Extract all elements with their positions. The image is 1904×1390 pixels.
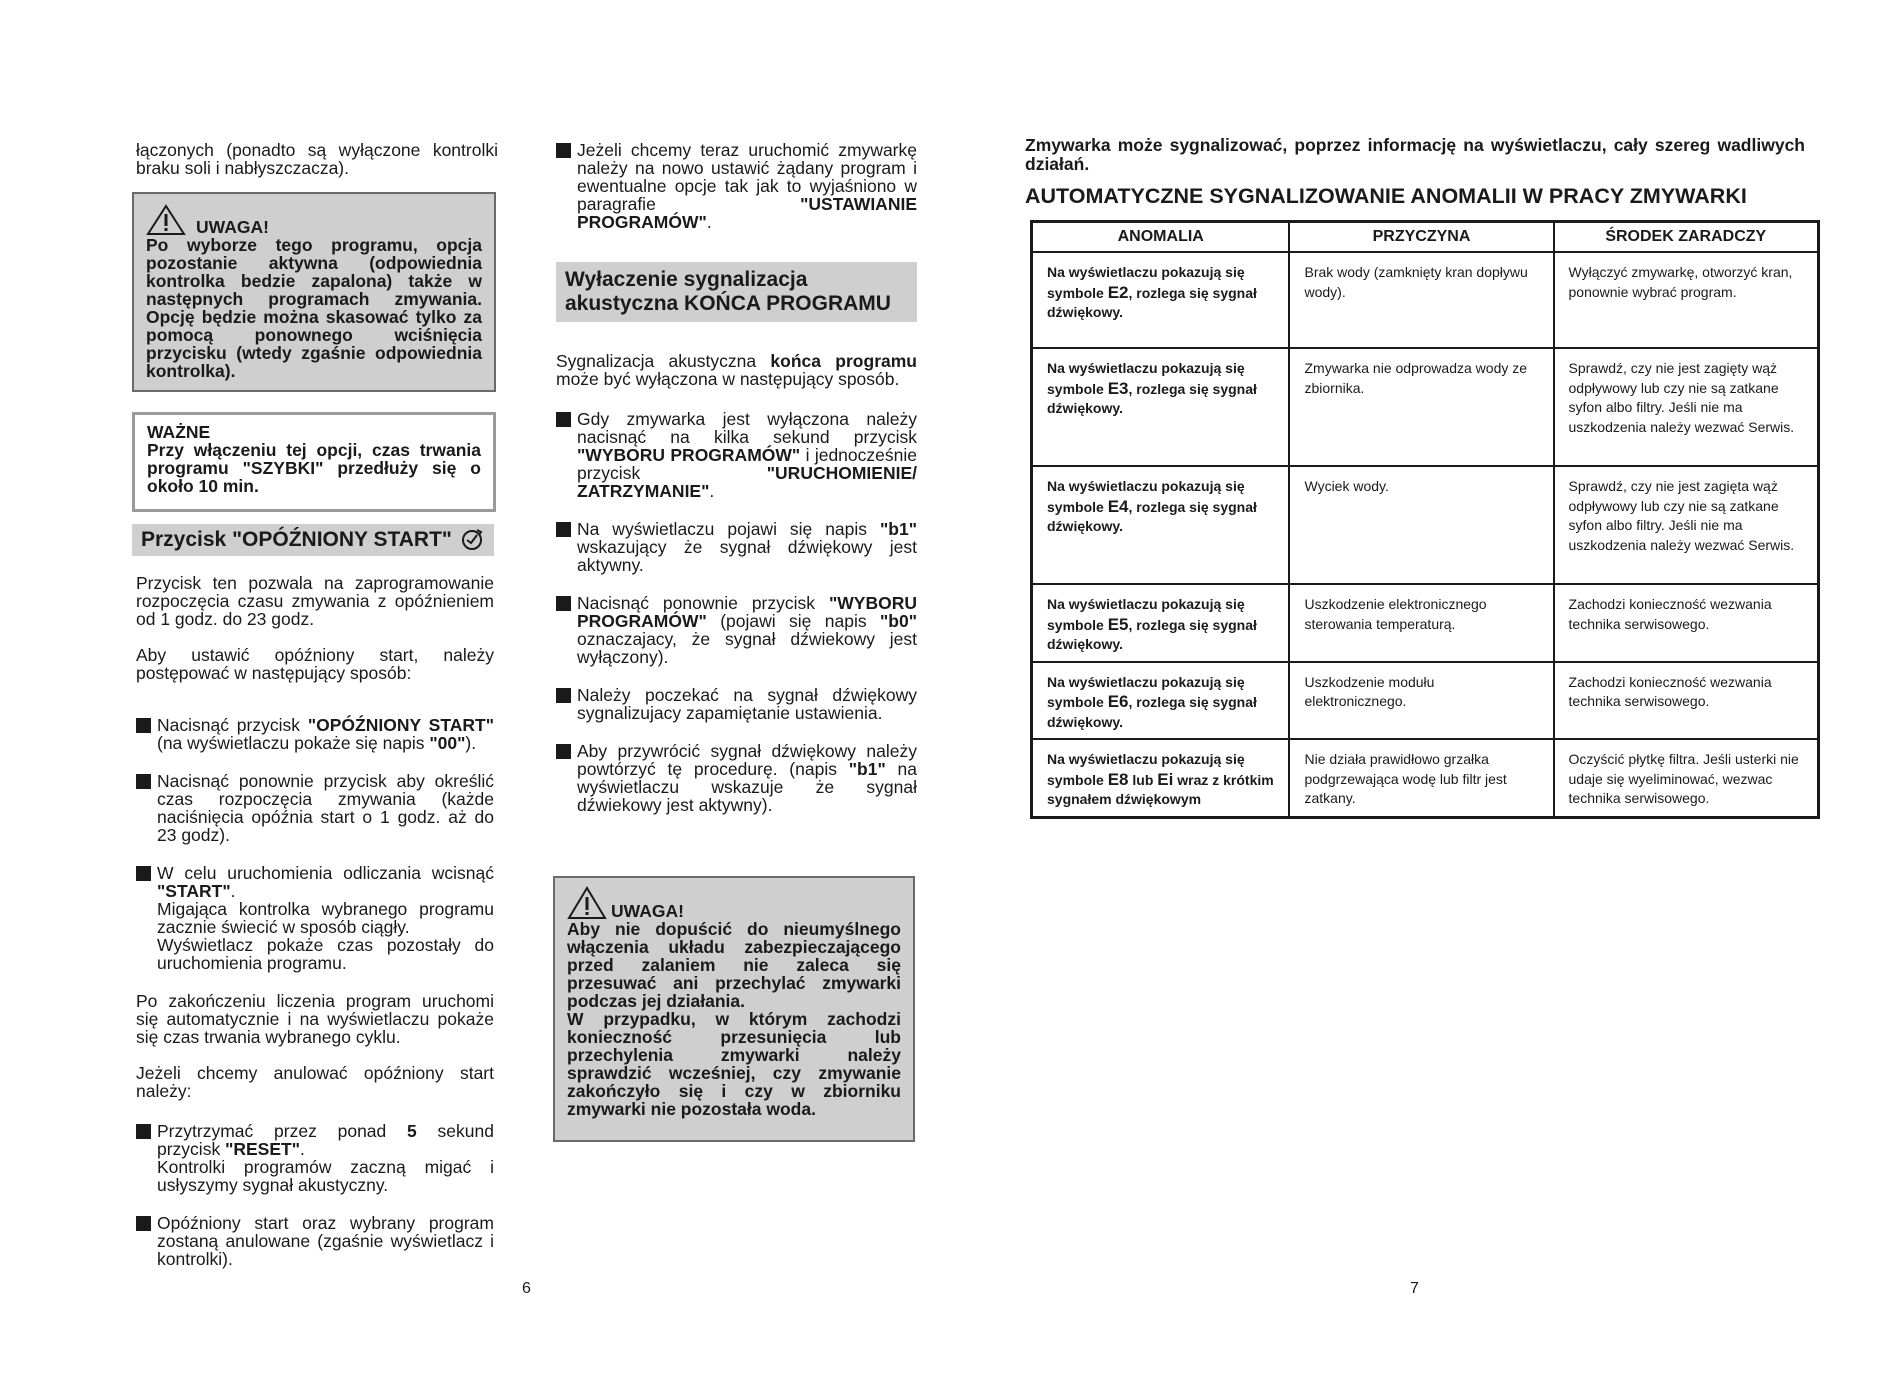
middle-warning-box [553,876,915,1142]
warning-icon [146,204,186,236]
left-warning-box [132,192,496,392]
bullet-square-icon [556,688,571,703]
remedy-cell: Oczyścić płytkę filtra. Jeśli usterki nie udaje się wyeliminować, wezwac technika serwisowego. [1554,739,1819,817]
middle-warning-text-2: W przypadku, w którym zachodzi konieczność przesunięcia lub przechylenia zmywarki należy sprawdzić wcześniej, czy zmywanie zakończyło się i czy w zbiorniku zmywarki nie pozostała woda. [567,1009,901,1119]
bullet-square-icon [136,718,151,733]
anomaly-cell: Na wyświetlaczu pokazują się symbole E2, rozlega się sygnał dźwiękowy. [1032,252,1290,348]
table-header-row [1032,222,1819,253]
remedy-cell: Sprawdź, czy nie jest zagięta wąż odpływowy lub czy nie są zatkane syfon albo filtry. Jeśli nie ma uszkodzenia należy wezwać Serwis. [1554,466,1819,584]
end-signal-title-line1: Wyłaczenie sygnalizacja [565,268,808,291]
anomaly-cell: Na wyświetlaczu pokazują się symbole E4, rozlega się sygnał dźwiękowy. [1032,466,1290,584]
cause-cell: Brak wody (zamknięty kran dopływu wody). [1289,252,1553,348]
bullet-square-icon [136,1124,151,1139]
left-warning-text: Po wyborze tego programu, opcja pozostanie aktywna (odpowiednia kontrolka bedzie zapalona) także w następnych programach zmywania. Opcję będzie można skasować tylko za pomocą ponownego wciśnięcia przycisku (wtedy zgaśnie odpowiednia kontrolka). [146,235,482,381]
left-bullet-2: Nacisnąć ponownie przycisk aby określić czas rozpoczęcia zmywania (każde naciśnięcia opóźnia start o 1 godz. aż do 23 godz). [136,772,494,844]
wazne-title: WAŻNE [147,422,211,442]
table-row [1032,348,1819,466]
left-bullet-4: Przytrzymać przez ponad 5 sekund przycisk "RESET". Kontrolki programów zaczną migać i usłyszymy sygnał akustyczny. [136,1122,494,1194]
middle-bullet-6: Aby przywrócić sygnał dźwiękowy należy powtórzyć tę procedurę. (napis "b1" na wyświetlaczu wskazuje że sygnał dźwiekowy jest aktywny). [556,742,917,814]
left-bullet-3: W celu uruchomienia odliczania wcisnąć "START". Migająca kontrolka wybranego programu zacznie świecić w sposób ciągły. Wyświetlacz pokaże czas pozostały do uruchomienia programu. [136,864,494,972]
column-header: ANOMALIA [1032,222,1290,253]
anomaly-cell: Na wyświetlaczu pokazują się symbole E8 lub Ei wraz z krótkim sygnałem dźwiękowym [1032,739,1290,817]
end-signal-heading [556,262,917,322]
left-intro: łączonych (ponadto są wyłączone kontrolki braku soli i nabłyszczacza). [136,140,498,178]
middle-warning-text-1: Aby nie dopuścić do nieumyślnego włączenia układu zabezpieczającego przed zalaniem nie zaleca się przesuwać ani przechylać zmywarki podczas jej działania. [567,919,901,1011]
anomaly-cell: Na wyświetlaczu pokazują się symbole E6, rozlega się sygnał dźwiękowy. [1032,662,1290,740]
left-p1: Przycisk ten pozwala na zaprogramowanie rozpoczęcia czasu zmywania z opóźnieniem od 1 godz. do 23 godz. [136,573,494,629]
bullet-square-icon [556,744,571,759]
page-number-left: 6 [522,1280,531,1297]
delay-start-title: Przycisk "OPÓŹNIONY START" [141,528,452,551]
table-row [1032,466,1819,584]
cause-cell: Uszkodzenie modułu elektronicznego. [1289,662,1553,740]
end-signal-title-line2: akustyczna KOŃCA PROGRAMU [565,292,891,315]
middle-bullet-4: Nacisnąć ponownie przycisk "WYBORU PROGRAMÓW" (pojawi się napis "b0" oznaczajacy, że sygnał dźwiekowy jest wyłączony). [556,594,917,666]
table-row [1032,252,1819,348]
table-row [1032,739,1819,817]
column-header: ŚRODEK ZARADCZY [1554,222,1819,253]
cause-cell: Nie działa prawidłowo grzałka podgrzewająca wodę lub filtr jest zatkany. [1289,739,1553,817]
middle-bullet-2: Gdy zmywarka jest wyłączona należy nacisnąć na kilka sekund przycisk "WYBORU PROGRAMÓW" i jednocześnie przycisk "URUCHOMIENIE/ ZATRZYMANIE". [556,410,917,500]
middle-warning-title: UWAGA! [611,901,684,921]
bullet-square-icon [556,596,571,611]
left-bullet-1: Nacisnąć przycisk "OPÓŹNIONY START" (na wyświetlaczu pokaże się napis "00"). [136,716,494,752]
bullet-square-icon [136,1216,151,1231]
middle-bullet-1: Jeżeli chcemy teraz uruchomić zmywarkę należy na nowo ustawić żądany program i ewentualne opcje tak jak to wyjaśniono w paragrafie "USTAWIANIE PROGRAMÓW". [556,141,917,231]
middle-column-body [556,352,917,834]
anomaly-cell: Na wyświetlaczu pokazują się symbole E3, rozlega się sygnał dźwiękowy. [1032,348,1290,466]
right-intro: Zmywarka może sygnalizować, poprzez informację na wyświetlaczu, cały szereg wadliwych działań. [1025,135,1805,174]
anomaly-table [1030,220,1820,819]
left-column-body [136,574,494,1288]
bullet-square-icon [556,412,571,427]
middle-warning-header [567,886,901,920]
cause-cell: Zmywarka nie odprowadza wody ze zbiornika. [1289,348,1553,466]
delay-start-heading [132,524,494,556]
page-number-right: 7 [1410,1280,1419,1297]
cause-cell: Uszkodzenie elektronicznego sterowania temperaturą. [1289,584,1553,662]
left-p4: Jeżeli chcemy anulować opóźniony start należy: [136,1063,494,1101]
left-p3: Po zakończeniu liczenia program uruchomi się automatycznie i na wyświetlaczu pokaże się czas trwania wybranego cyklu. [136,991,494,1047]
remedy-cell: Zachodzi konieczność wezwania technika serwisowego. [1554,662,1819,740]
middle-column-top [556,141,917,251]
left-warning-title: UWAGA! [196,217,269,237]
middle-bullet-3: Na wyświetlaczu pojawi się napis "b1" wskazujący że sygnał dźwiękowy jest aktywny. [556,520,917,574]
delay-start-icon [460,528,484,552]
bullet-square-icon [136,774,151,789]
remedy-cell: Sprawdź, czy nie jest zagięty wąż odpływowy lub czy nie są zatkane syfon albo filtry. Jeśli nie ma uszkodzenia należy wezwać Serwis. [1554,348,1819,466]
remedy-cell: Wyłączyć zmywarkę, otworzyć kran, ponownie wybrać program. [1554,252,1819,348]
column-header: PRZYCZYNA [1289,222,1553,253]
anomaly-cell: Na wyświetlaczu pokazują się symbole E5, rozlega się sygnał dźwiękowy. [1032,584,1290,662]
left-bullet-5: Opóźniony start oraz wybrany program zostaną anulowane (zgaśnie wyświetlacz i kontrolki). [136,1214,494,1268]
left-p2: Aby ustawić opóźniony start, należy postępować w następujący sposób: [136,645,494,683]
middle-p1: Sygnalizacja akustyczna końca programu może być wyłączona w następujący sposób. [556,351,917,389]
wazne-text: Przy włączeniu tej opcji, czas trwania programu "SZYBKI" przedłuży się o około 10 min. [147,440,481,496]
anomaly-table-title: AUTOMATYCZNE SYGNALIZOWANIE ANOMALII W PRACY ZMYWARKI [1025,184,1747,208]
cause-cell: Wyciek wody. [1289,466,1553,584]
table-row [1032,662,1819,740]
bullet-square-icon [136,866,151,881]
left-column [136,141,498,195]
table-row [1032,584,1819,662]
bullet-square-icon [556,143,571,158]
warning-icon [567,886,607,920]
bullet-square-icon [556,522,571,537]
remedy-cell: Zachodzi konieczność wezwania technika serwisowego. [1554,584,1819,662]
middle-bullet-5: Należy poczekać na sygnał dźwiękowy sygnalizujacy zapamiętanie ustawienia. [556,686,917,722]
wazne-box [132,412,496,512]
left-warning-header [146,204,482,236]
